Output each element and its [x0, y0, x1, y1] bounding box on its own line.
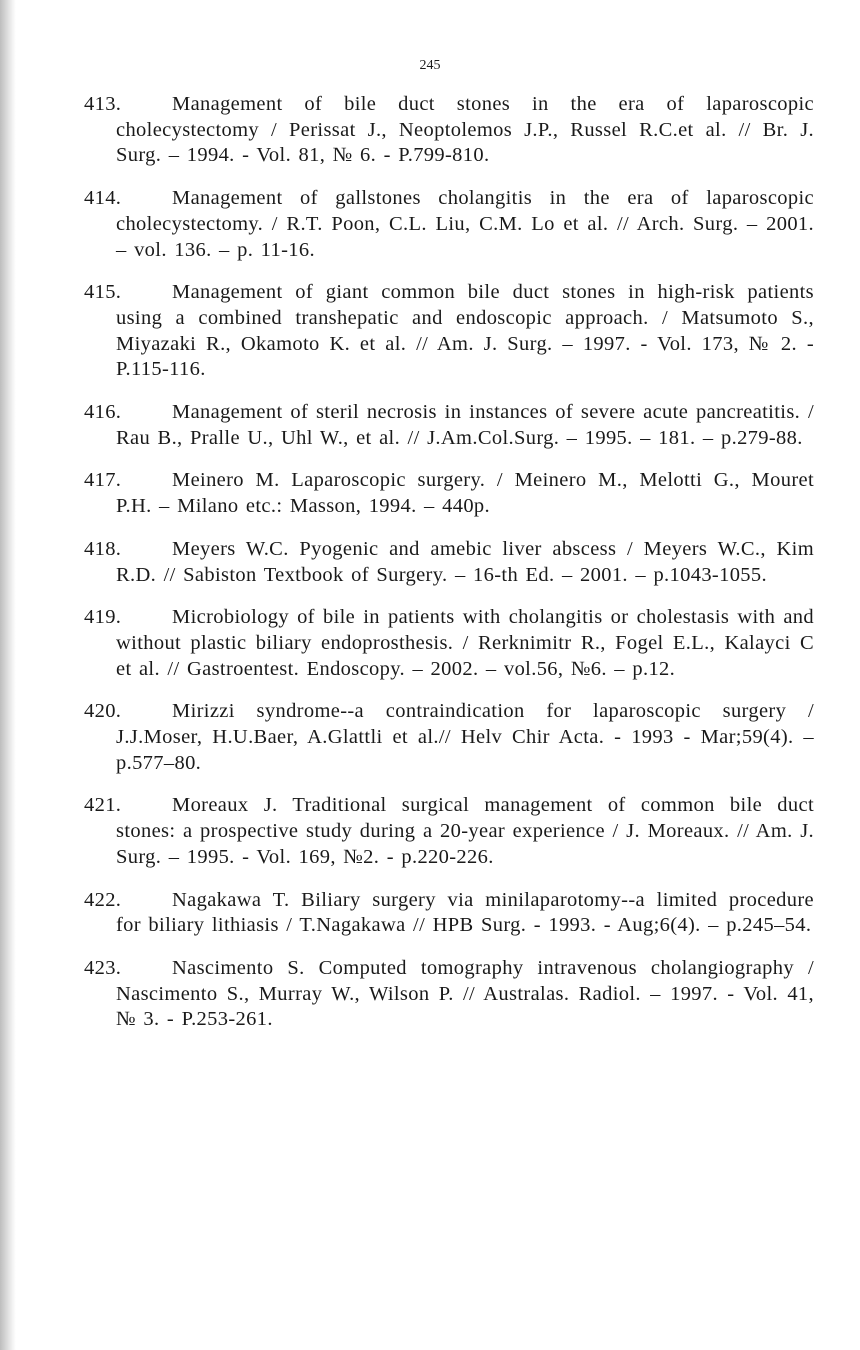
reference-text: Management of giant common bile duct stones in high-risk patients using a combined transhepatic and endoscopic approach. / Matsumoto S., Miyazaki R., Okamoto K. et al. // Am. J. Surg. – 1997. - Vol. 173, № 2. - P.115-116.	[116, 281, 814, 381]
reference-item	[84, 605, 814, 682]
reference-text: Management of gallstones cholangitis in the era of laparoscopic cholecystectomy. / R.T. Poon, C.L. Liu, C.M. Lo et al. // Arch. Surg. – 2001. – vol. 136. – p. 11-16.	[116, 187, 814, 261]
reference-number: 419.	[84, 606, 122, 629]
reference-text: Management of steril necrosis in instances of severe acute pancreatitis. / Rau B., Pralle U., Uhl W., et al. // J.Am.Col.Surg. – 1995. – 181. – p.279-88.	[116, 401, 814, 449]
reference-number: 420.	[84, 700, 122, 723]
page-edge-shadow	[0, 0, 16, 1350]
reference-text: Moreaux J. Traditional surgical management of common bile duct stones: a prospective study during a 20-year experience / J. Moreaux. // Am. J. Surg. – 1995. - Vol. 169, №2. - p.220-226.	[116, 794, 814, 868]
reference-number: 421.	[84, 794, 122, 817]
reference-text: Meyers W.C. Pyogenic and amebic liver abscess / Meyers W.C., Kim R.D. // Sabiston Textbook of Surgery. – 16-th Ed. – 2001. – p.1043-1055.	[116, 537, 814, 586]
reference-item	[84, 699, 814, 776]
reference-item	[84, 468, 814, 519]
reference-item	[84, 888, 814, 939]
reference-text: Management of bile duct stones in the era of laparoscopic cholecystectomy / Perissat J., Neoptolemos J.P., Russel R.C.et al. // Br. J. Surg. – 1994. - Vol. 81, № 6. - P.799-810.	[116, 93, 814, 167]
reference-text: Mirizzi syndrome--a contraindication for laparoscopic surgery / J.J.Moser, H.U.Baer, A.Glattli et al.// Helv Chir Acta. - 1993 - Mar;59(4). – p.577–80.	[116, 700, 814, 774]
reference-number: 415.	[84, 281, 122, 304]
reference-item	[84, 400, 814, 451]
reference-text: Nagakawa T. Biliary surgery via minilaparotomy--a limited procedure for biliary lithiasis / T.Nagakawa // HPB Surg. - 1993. - Aug;6(4). – p.245–54.	[116, 888, 814, 937]
reference-number: 413.	[84, 93, 122, 115]
reference-item	[84, 537, 814, 588]
reference-item	[84, 956, 814, 1033]
reference-number: 416.	[84, 401, 122, 424]
reference-item	[84, 280, 814, 383]
reference-number: 422.	[84, 888, 122, 911]
reference-number: 414.	[84, 187, 122, 210]
reference-item	[84, 793, 814, 870]
reference-list	[84, 92, 814, 1050]
reference-number: 418.	[84, 537, 122, 560]
reference-item	[84, 186, 814, 263]
page-number: 245	[419, 58, 441, 73]
reference-text: Meinero M. Laparoscopic surgery. / Meinero M., Melotti G., Mouret P.H. – Milano etc.: Masson, 1994. – 440p.	[116, 469, 814, 518]
reference-text: Nascimento S. Computed tomography intravenous cholangiography / Nascimento S., Murray W., Wilson P. // Australas. Radiol. – 1997. - Vol. 41, № 3. - P.253-261.	[116, 956, 814, 1031]
reference-item	[84, 92, 814, 169]
reference-number: 423.	[84, 956, 122, 979]
reference-number: 417.	[84, 469, 122, 492]
reference-text: Microbiology of bile in patients with cholangitis or cholestasis with and without plastic biliary endoprosthesis. / Rerknimitr R., Fogel E.L., Kalayci C et al. // Gastroentest. Endoscopy. – 2002. – vol.56, №6. – p.12.	[116, 606, 814, 680]
